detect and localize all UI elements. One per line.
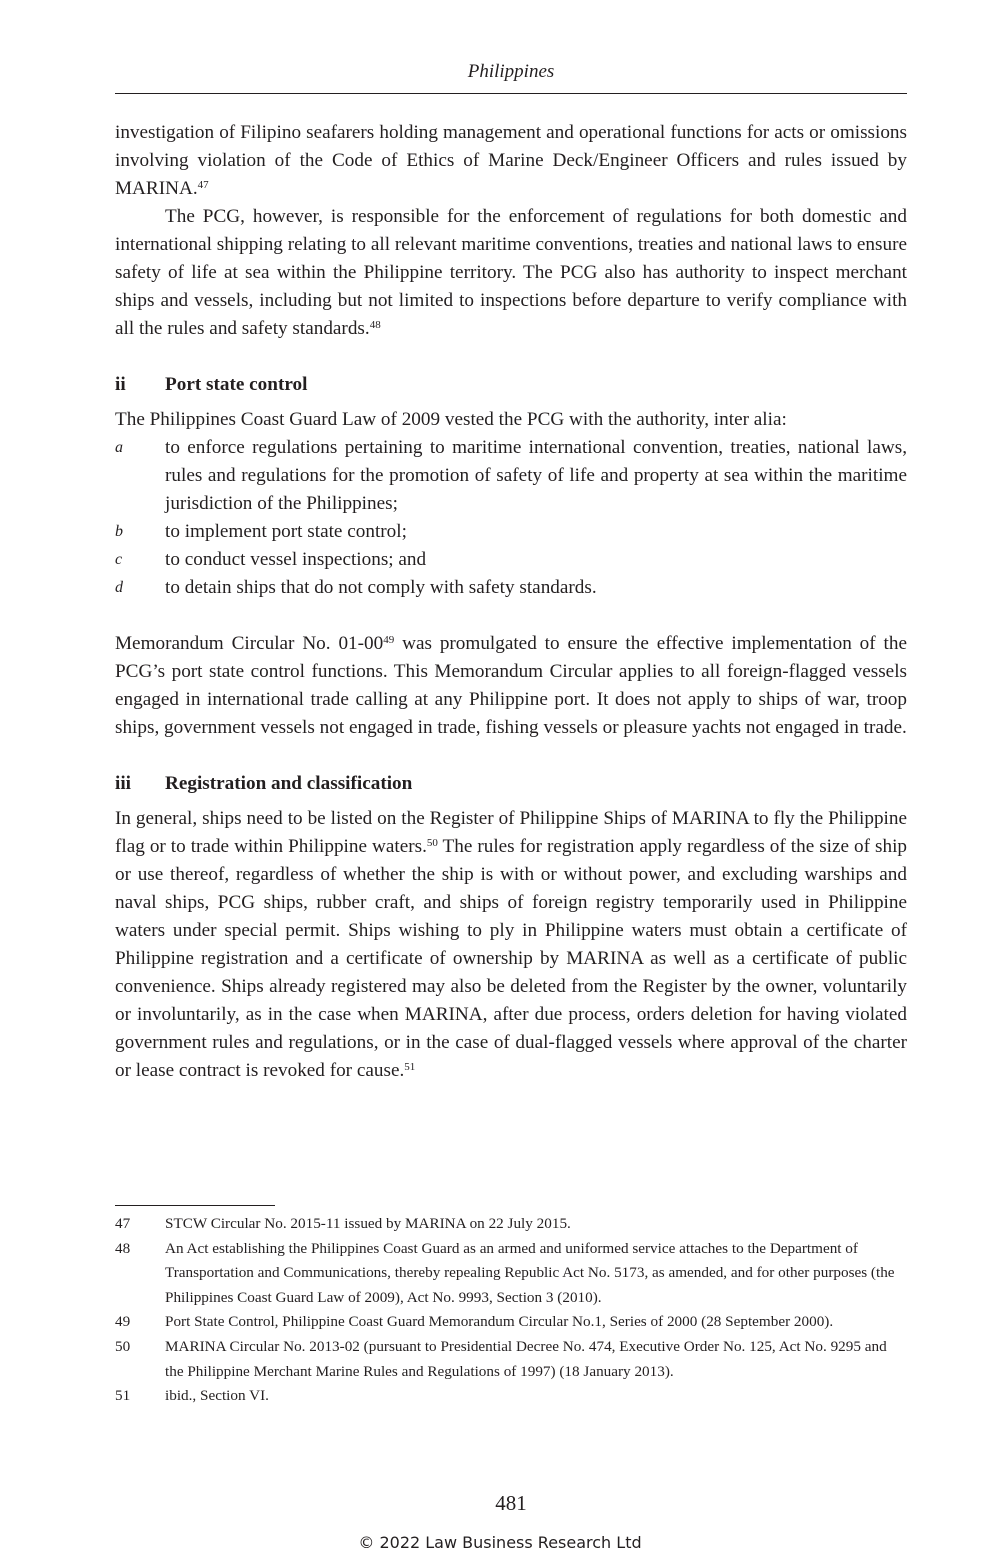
paragraph-text: The PCG, however, is responsible for the enforcement of regulations for both domestic and international shipping relating to all relevant maritime conventions, treaties and national laws to ensure safety of life at sea within the Philippine territory. The PCG also has authority to inspect merchant ships and vessels, including but not limited to inspections before departure to verify compliance with all the rules and safety standards.	[115, 206, 907, 339]
footnote-number: 50	[115, 1337, 131, 1355]
list-text: to conduct vessel inspections; and	[165, 549, 427, 570]
page-number: 481	[495, 1491, 527, 1515]
footnote	[115, 1384, 907, 1409]
paragraph-text: In general, ships need to be listed on the Register of Philippine Ships of MARINA to fly the Philippine flag or to trade within Philippine waters.	[115, 808, 907, 857]
paragraph	[115, 630, 907, 742]
footnote-text: An Act establishing the Philippines Coast Guard as an armed and uniformed service attaches to the Department of Transportation and Communications, thereby repealing Republic Act No. 5173, as amended, and for other purposes (the Philippines Coast Guard Law of 2009), Act No. 9993, Section 3 (2010).	[165, 1239, 895, 1306]
list-item	[115, 518, 907, 546]
list-label: a	[115, 439, 123, 456]
list-item	[115, 574, 907, 602]
paragraph-text: The Philippines Coast Guard Law of 2009 vested the PCG with the authority, inter alia:	[115, 409, 787, 430]
paragraph	[115, 203, 907, 343]
footnote-text: STCW Circular No. 2015-11 issued by MARINA on 22 July 2015.	[165, 1215, 571, 1232]
running-head: Philippines	[467, 61, 555, 82]
list-text: to enforce regulations pertaining to maritime international convention, treaties, national laws, rules and regulations for the promotion of safety of life and property at sea within the maritime jurisdiction of the Philippines;	[165, 437, 907, 514]
paragraph-text: The rules for registration apply regardless of the size of ship or use thereof, regardless of whether the ship is with or without power, and excluding warships and naval ships, PCG ships, rubber craft, and ships of foreign registry temporarily used in Philippine waters under special permit. Ships wishing to ply in Philippine waters must obtain a certificate of Philippine registration and a certificate of ownership by MARINA as well as a certificate of public convenience. Ships already registered may also be deleted from the Register by the owner, voluntarily or involuntarily, as in the case when MARINA, after due process, orders deletion for having violated government rules and regulations, or in the case of dual-flagged vessels where approval of the charter or lease contract is revoked for cause.	[115, 836, 908, 1081]
footnote	[115, 1335, 907, 1384]
footnote-ref[interactable]: 49	[383, 634, 395, 646]
paragraph-text: Memorandum Circular No. 01-00	[115, 633, 384, 654]
paragraph	[115, 805, 907, 1085]
list-label: d	[115, 579, 123, 596]
footnote-ref[interactable]: 48	[369, 319, 381, 331]
list-item	[115, 546, 907, 574]
paragraph-text: was promulgated to ensure the effective implementation of the PCG’s port state control functions. This Memorandum Circular applies to all foreign-flagged vessels engaged in international trade calling at any Philippine port. It does not apply to ships of war, troop ships, government vessels not engaged in trade, fishing vessels or pleasure yachts not engaged in trade.	[115, 633, 907, 738]
paragraph-text: investigation of Filipino seafarers holding management and operational functions for acts or omissions involving violation of the Code of Ethics of Marine Deck/Engineer Officers and rules issued by MARINA.	[115, 122, 907, 199]
footnotes	[115, 1212, 907, 1409]
footnote-ref[interactable]: 51	[404, 1061, 416, 1073]
footnote-number: 51	[115, 1387, 131, 1405]
section-number: iii	[115, 773, 131, 794]
footnote-text: ibid., Section VI.	[165, 1387, 269, 1405]
section-title: Registration and classification	[165, 773, 413, 794]
footnote	[115, 1310, 907, 1335]
footnote-rule	[115, 1205, 275, 1206]
paragraph	[115, 406, 907, 434]
footnote	[115, 1237, 907, 1311]
footnote-number: 48	[115, 1239, 131, 1257]
footnote-text: Port State Control, Philippine Coast Guard Memorandum Circular No.1, Series of 2000 (28 September 2000).	[165, 1313, 834, 1331]
list-text: to detain ships that do not comply with safety standards.	[165, 577, 597, 598]
header-rule	[115, 93, 907, 94]
footnote	[115, 1212, 907, 1237]
paragraph	[115, 119, 907, 203]
list-label: c	[115, 551, 123, 568]
copyright-notice: © 2022 Law Business Research Ltd	[358, 1533, 642, 1552]
list-text: to implement port state control;	[165, 521, 407, 542]
footnote-text: MARINA Circular No. 2013-02 (pursuant to Presidential Decree No. 474, Executive Order No. 125, Act No. 9295 and the Philippine Merchant Marine Rules and Regulations of 1997) (18 January 2013).	[165, 1337, 887, 1380]
list-item	[115, 434, 907, 518]
section-heading	[115, 371, 907, 399]
section-number: ii	[115, 374, 126, 395]
footnote-number: 49	[115, 1313, 131, 1331]
footnote-ref[interactable]: 47	[197, 179, 209, 191]
list-label: b	[115, 523, 123, 540]
section-heading	[115, 770, 907, 798]
footnote-number: 47	[115, 1215, 131, 1232]
section-title: Port state control	[165, 374, 308, 395]
authority-list	[115, 434, 907, 602]
body-text	[115, 119, 907, 1085]
footnote-ref[interactable]: 50	[426, 837, 438, 849]
